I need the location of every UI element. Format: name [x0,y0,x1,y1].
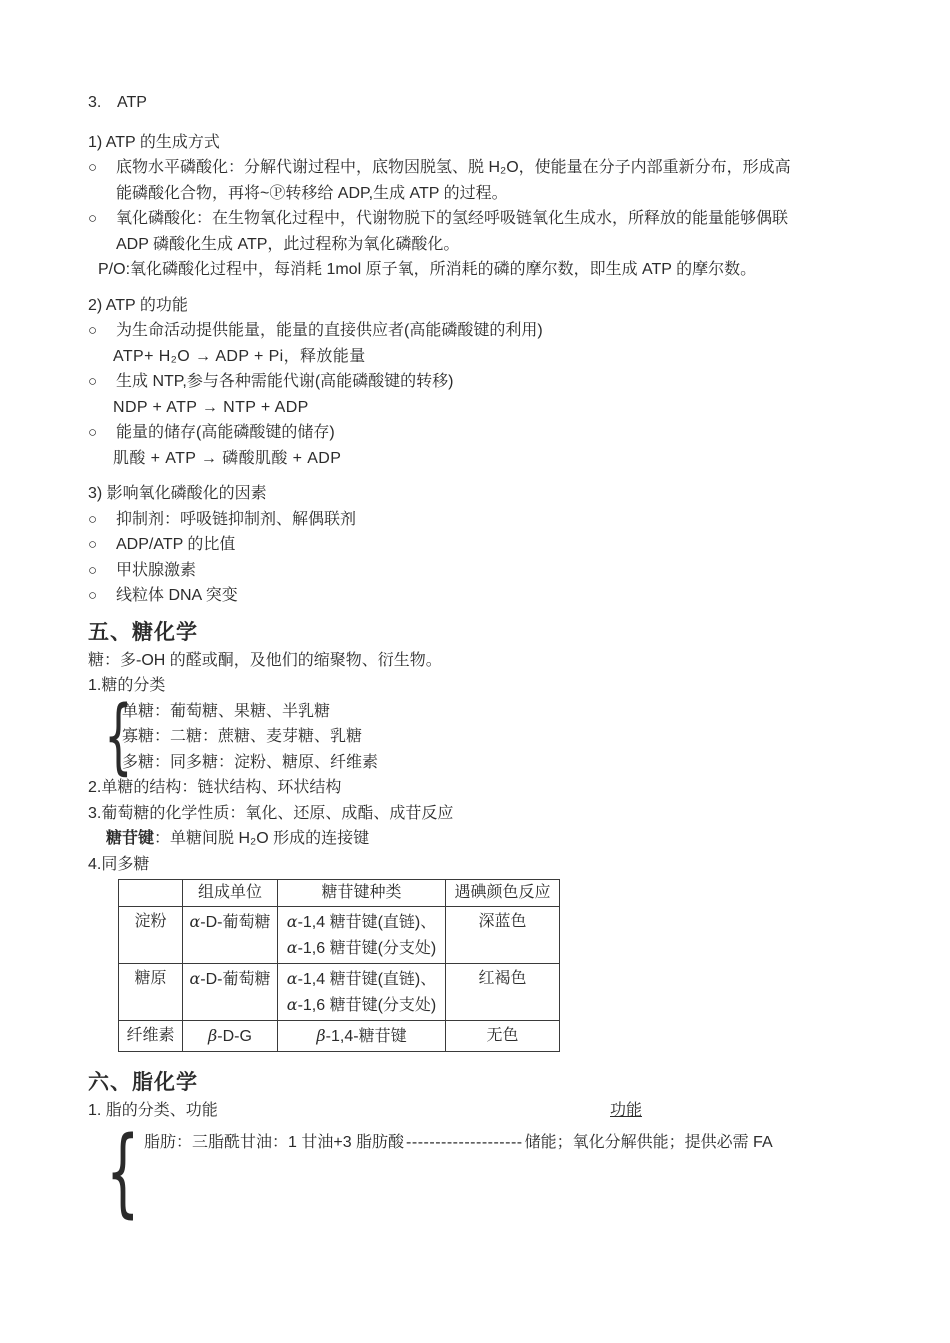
bullet-text: 抑制剂：呼吸链抑制剂、解偶联剂 [116,510,357,528]
sugar-classification-group [104,688,855,784]
lipid-brace-group [106,1115,855,1252]
cell-name: 纤维素 [119,1021,183,1052]
atp-title [88,90,855,116]
classification-monosaccharide: 单糖：葡萄糖、果糖、半乳糖 [122,702,331,720]
table-row-cellulose [119,1021,560,1052]
bond-line: α-1,4 糖苷键(直链)、 [286,969,437,988]
atp-factors-heading: 3) 影响氧化磷酸化的因素 [88,485,267,502]
bullet-item-energy-supply [88,318,855,344]
cell-bonds [278,1021,446,1052]
fat-line [144,1130,855,1156]
cell-unit [183,964,278,1021]
atp-functions-heading: 2) ATP 的功能 [88,296,188,314]
circle-bullet-icon: ○ [88,210,98,227]
reaction-formula-ndp-atp: NDP + ATP → NTP + ADP [113,398,309,416]
bullet-text: 线粒体 DNA 突变 [116,587,238,604]
bullet-text: 生成 NTP,参与各种需能代谢(高能磷酸键的转移) [116,373,454,390]
lipid-classification-label: 1. 脂的分类、功能 [88,1102,218,1119]
circle-bullet-icon: ○ [88,322,98,339]
sugar-classification-label: 1.糖的分类 [88,677,166,694]
bond-line: β-1,4-糖苷键 [316,1026,407,1045]
lipid-chemistry-heading: 六、脂化学 [88,1071,198,1094]
cell-name: 淀粉 [119,907,183,964]
fat-definition: 脂肪：三脂酰甘油：1 甘油+3 脂肪酸 [144,1133,405,1151]
bond-line: α-1,6 糖苷键(分支处) [286,938,437,957]
bullet-text: 甲状腺激素 [116,561,197,579]
dashes-connector: -------------------- [406,1133,523,1151]
bullet-item-energy-storage [88,420,855,446]
cell-name: 糖原 [119,964,183,1021]
circle-bullet-icon: ○ [88,510,98,528]
sugar-definition: 糖：多-OH 的醛或酮，及他们的缩聚物、衍生物。 [88,651,442,669]
function-column-label: 功能 [610,1102,643,1119]
unit-text: α-D-葡萄糖 [189,912,271,931]
bullet-item-thyroid-hormone [88,558,855,584]
circle-bullet-icon: ○ [88,536,98,553]
bond-line: α-1,4 糖苷键(直链)、 [286,912,437,931]
table-row-glycogen [119,964,560,1021]
cell-iodine: 深蓝色 [446,907,560,964]
circle-bullet-icon: ○ [88,561,98,579]
header-cell-empty [119,880,183,907]
bullet-text: ADP/ATP 的比值 [116,536,236,553]
bullet-item-ntp-generation [88,369,855,395]
bullet-item-substrate-phosphorylation [88,155,855,206]
bullet-item-inhibitors [88,507,855,533]
classification-polysaccharide: 多糖：同多糖：淀粉、糖原、纤维素 [122,753,379,771]
glycosidic-bond-definition: ：单糖间脱 H₂O 形成的连接键 [154,830,370,847]
unit-text: α-D-葡萄糖 [189,969,271,988]
left-brace-icon: { [106,1115,140,1228]
cell-unit [183,907,278,964]
atp-generation-heading: 1) ATP 的生成方式 [88,133,220,151]
cell-iodine: 无色 [446,1021,560,1052]
reaction-formula-creatine: 肌酸 + ATP → 磷酸肌酸 + ADP [113,449,342,467]
bullet-text: 氧化磷酸化：在生物氧化过程中，代谢物脱下的氢经呼吸链氧化生成水，所释放的能量能够偶联 ADP 磷酸化生成 ATP，此过程称为氧化磷酸化。 [116,210,789,253]
circle-bullet-icon: ○ [88,159,98,176]
sugar-chemistry-heading: 五、糖化学 [88,620,198,644]
glycosidic-bond-term: 糖苷键 [106,830,155,847]
bullet-item-oxidative-phosphorylation [88,206,855,257]
table-row-starch [119,907,560,964]
sugar-chemistry-line: 3.葡萄糖的化学性质：氧化、还原、成酯、成苷反应 [88,804,454,822]
atp-title-number: 3. [88,94,102,111]
circle-bullet-icon: ○ [88,587,98,604]
unit-text: β-D-G [208,1026,252,1045]
homopolysaccharide-label: 4.同多糖 [88,855,150,873]
sugar-structure-line: 2.单糖的结构：链状结构、环状结构 [88,779,342,796]
header-cell-unit: 组成单位 [183,880,278,907]
reaction-formula-atp-hydrolysis: ATP+ H₂O → ADP + Pi，释放能量 [113,347,366,365]
polysaccharide-table [118,879,560,1052]
cell-bonds [278,907,446,964]
table-header-row [119,880,560,907]
left-brace-icon: { [104,688,133,784]
bullet-text: 能量的储存(高能磷酸键的储存) [116,424,335,441]
cell-unit [183,1021,278,1052]
po-ratio-note: P/O:氧化磷酸化过程中，每消耗 1mol 原子氧，所消耗的磷的摩尔数，即生成 ATP 的摩尔数。 [98,261,757,278]
glycosidic-bond-line [106,826,855,852]
bullet-text: 为生命活动提供能量，能量的直接供应者(高能磷酸键的利用) [116,322,543,339]
cell-iodine: 红褐色 [446,964,560,1021]
atp-title-text: ATP [117,94,147,111]
classification-oligosaccharide: 寡糖：二糖：蔗糖、麦芽糖、乳糖 [122,728,363,745]
cell-bonds [278,964,446,1021]
circle-bullet-icon: ○ [88,373,98,390]
fat-function: 储能；氧化分解供能；提供必需 FA [524,1133,773,1151]
bullet-item-adp-atp-ratio [88,532,855,558]
circle-bullet-icon: ○ [88,424,98,441]
bond-line: α-1,6 糖苷键(分支处) [286,995,437,1014]
bullet-item-mitochondrial-dna [88,583,855,609]
lipid-classification-row [88,1098,855,1124]
header-cell-bond-type: 糖苷键种类 [278,880,446,907]
header-cell-iodine: 遇碘颜色反应 [446,880,560,907]
bullet-text: 底物水平磷酸化：分解代谢过程中，底物因脱氢、脱 H₂O，使能量在分子内部重新分布，形成高能磷酸化合物，再将~Ⓟ转移给 ADP,生成 ATP 的过程。 [116,159,791,202]
